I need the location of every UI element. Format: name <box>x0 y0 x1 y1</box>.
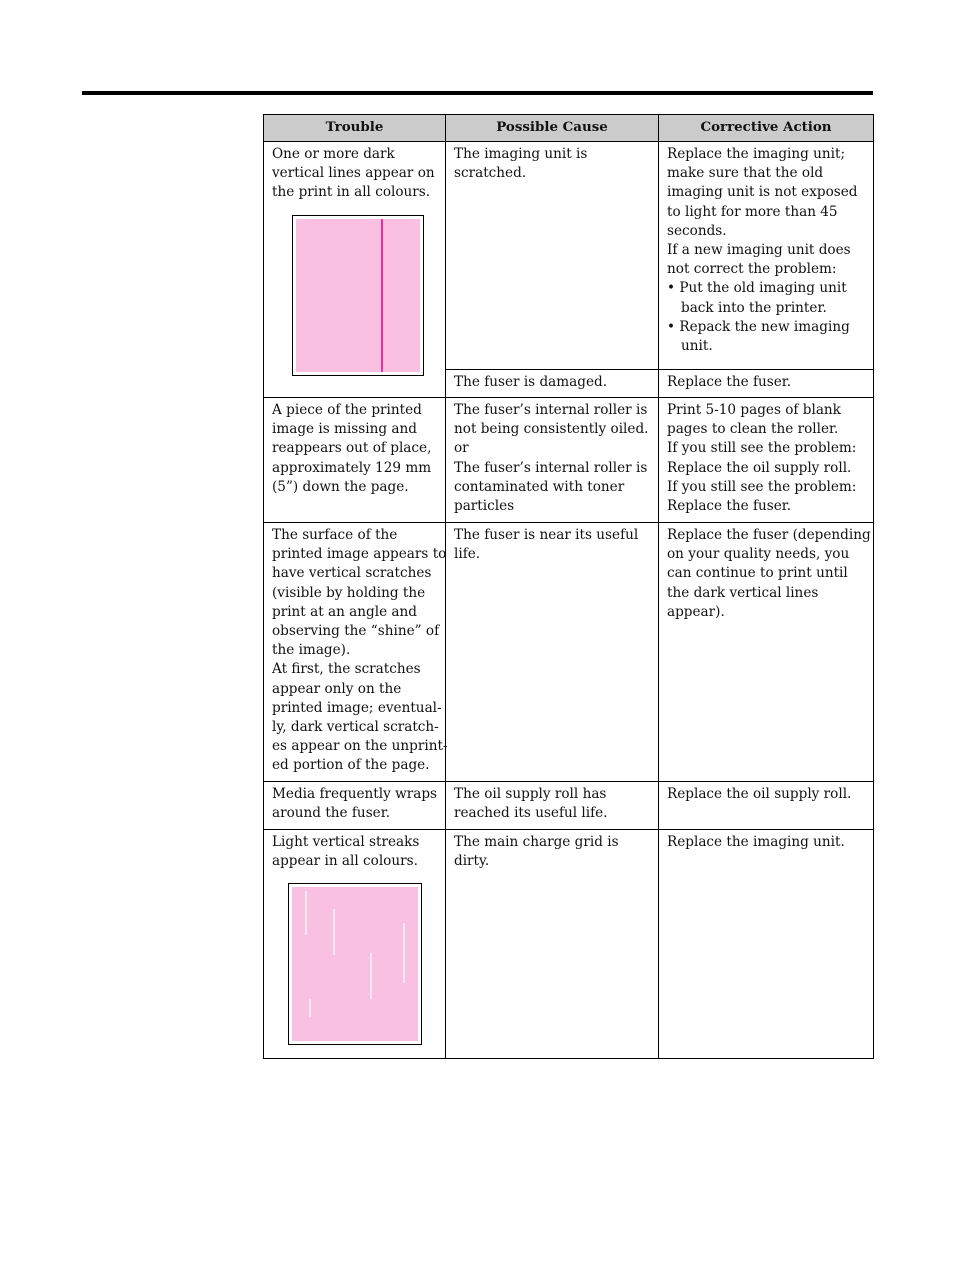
header-trouble: Trouble <box>264 115 446 142</box>
header-corrective-action: Corrective Action <box>659 115 874 142</box>
action-cell: Replace the imaging unit. <box>659 830 874 1059</box>
cause-cell: The fuser is near its useful life. <box>446 523 659 782</box>
cause-cell: The main charge grid is dirty. <box>446 830 659 1059</box>
trouble-cell: A piece of the printed image is missing and reappears out of place, approximately 129 mm (5”) down the page. <box>264 398 446 523</box>
table-header-row <box>264 115 874 142</box>
action-cell: Print 5-10 pages of blank pages to clean the roller. If you still see the problem: Replace the oil supply roll. If you still see the problem: Replace the fuser. <box>659 398 874 523</box>
action-cell: Replace the fuser. <box>659 370 874 398</box>
action-cell: Replace the oil supply roll. <box>659 782 874 830</box>
cause-cell: The fuser’s internal roller is not being consistently oiled. or The fuser’s internal roller is contaminated with toner particles <box>446 398 659 523</box>
troubleshooting-table <box>263 114 874 1059</box>
light-vertical-streaks-sample-icon <box>288 883 422 1045</box>
action-cell: Replace the fuser (depending on your quality needs, you can continue to print until the dark vertical lines appear). <box>659 523 874 782</box>
trouble-cell: One or more dark vertical lines appear on the print in all colours. <box>264 142 446 398</box>
table-row <box>264 830 874 1059</box>
trouble-cell: Media frequently wraps around the fuser. <box>264 782 446 830</box>
action-cell: Replace the imaging unit; make sure that the old imaging unit is not exposed to light for more than 45 seconds. If a new imaging unit does not correct the problem: • Put the old imaging unit back into the printer. • Repack the new imaging unit. <box>659 142 874 370</box>
dark-vertical-line-sample-icon <box>292 215 424 376</box>
cause-cell: The imaging unit is scratched. <box>446 142 659 370</box>
table-row <box>264 142 874 370</box>
trouble-cell: Light vertical streaks appear in all colours. <box>264 830 446 1059</box>
cause-cell: The fuser is damaged. <box>446 370 659 398</box>
header-rule <box>82 91 873 95</box>
bullet-item: • Repack the new imaging unit. <box>667 318 850 355</box>
bullet-item: • Put the old imaging unit back into the printer. <box>667 280 847 316</box>
header-possible-cause: Possible Cause <box>446 115 659 142</box>
cause-cell: The oil supply roll has reached its useful life. <box>446 782 659 830</box>
trouble-cell: The surface of the printed image appears to have vertical scratches (visible by holding the print at an angle and observing the “shine” of the image). At first, the scratches appear only on the printed image; eventual- ly, dark vertical scratch- es appear on the unprint- ed portion of the page. <box>264 523 446 782</box>
table-row <box>264 523 874 782</box>
table-row <box>264 782 874 830</box>
table-row <box>264 398 874 523</box>
